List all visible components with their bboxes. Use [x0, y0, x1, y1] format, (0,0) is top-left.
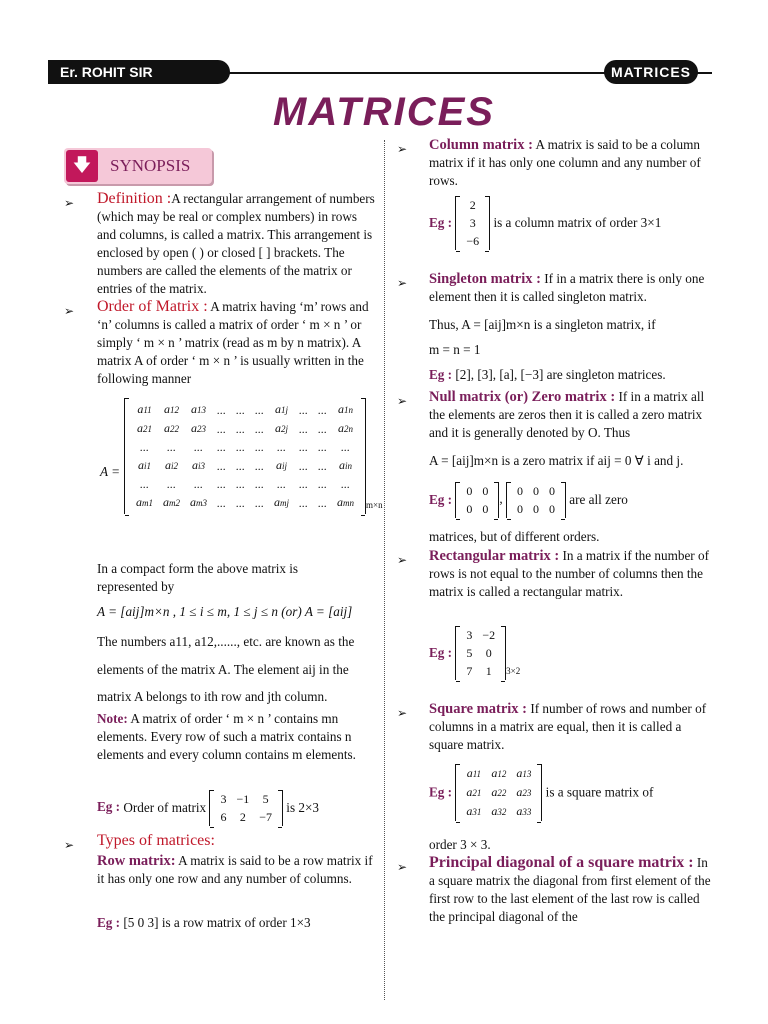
column-heading: Column matrix : — [429, 137, 533, 153]
matrix-cell: −1 — [236, 792, 250, 806]
row-eg-text: [5 0 3] is a row matrix of order 1×3 — [123, 915, 311, 930]
compact-text: In a compact form the above matrix is represented by — [97, 561, 299, 594]
matrix-cell: 2 — [469, 198, 476, 212]
null-formula: A = [aij]m×n is a zero matrix if aij = 0 ∀ i and j. — [429, 453, 684, 468]
rectangular-block — [429, 547, 711, 601]
column-matrix-block — [429, 136, 711, 190]
row-heading: Row matrix: — [97, 853, 176, 869]
page-title: MATRICES — [273, 90, 495, 134]
singleton-mn: m = n = 1 — [429, 342, 481, 357]
matrix-cell: 3 — [469, 216, 476, 230]
null-heading: Null matrix (or) Zero matrix : — [429, 389, 616, 405]
matrix-cell: −2 — [482, 628, 496, 642]
square-eg-heading: Eg : — [429, 784, 453, 800]
rect-order: 3×2 — [506, 666, 521, 676]
eg-text: Order of matrix — [123, 800, 207, 815]
col-matrix — [455, 196, 490, 250]
singleton-example — [429, 366, 666, 384]
matrix-cell: 1 — [485, 664, 492, 678]
singleton-thus: Thus, A = [aij]m×n is a singleton matrix, if — [429, 317, 656, 332]
square-order: order 3 × 3. — [429, 837, 491, 852]
order-text: A matrix having ‘m’ rows and ‘n’ columns is called a matrix of order ‘ m × n ’ or simply ‘ m × n ’ matrix (read as m by n matrix). A matrix A of order ‘ m × n ’ is usually written in the following manner — [97, 299, 369, 386]
down-arrow-icon: 🡇 — [66, 150, 98, 182]
null-example: Eg : 0 0 0 0 , 0 0 0 0 0 0 are all zero — [429, 484, 628, 516]
singleton-block — [429, 270, 711, 306]
rect-eg-heading: Eg : — [429, 645, 453, 660]
matrix-cell: −6 — [466, 234, 480, 248]
square-block — [429, 700, 711, 754]
column-text: A matrix is said to be a column matrix if it has only one column and any number of rows. — [429, 137, 701, 188]
null-eg-heading: Eg : — [429, 492, 453, 507]
single-eg-heading: Eg : — [429, 367, 453, 382]
order-block — [97, 298, 379, 388]
matrix-cell: 5 — [262, 792, 269, 806]
row-eg-heading: Eg : — [97, 915, 121, 930]
matrix-cell: −7 — [259, 810, 272, 824]
null-eg-tail: are all zero — [569, 492, 628, 507]
matrix-cell: 2 — [239, 810, 246, 824]
matrix-a-label: A = — [100, 464, 121, 479]
column-divider — [384, 140, 385, 1000]
matrix-cell: 3 — [466, 628, 473, 642]
row-example — [97, 914, 311, 932]
bullet-arrow-icon: ➢ — [397, 860, 408, 874]
definition-heading: Definition : — [97, 190, 172, 207]
elements-text-2: elements of the matrix A. The element aij in the — [97, 662, 349, 677]
col-eg-text: is a column matrix of order 3×1 — [493, 215, 662, 230]
definition-block — [97, 190, 379, 298]
null-text: If in a matrix all the elements are zeros then it is called a zero matrix and it is generally denoted by O. Thus — [429, 389, 705, 440]
singleton-heading: Singleton matrix : — [429, 271, 541, 287]
square-text: If number of rows and number of columns in a matrix are equal, then it is called a square matrix. — [429, 701, 707, 752]
bullet-arrow-icon: ➢ — [64, 304, 75, 318]
note-block — [97, 710, 379, 764]
elements-text-3: matrix A belongs to ith row and jth column. — [97, 689, 328, 704]
bullet-arrow-icon: ➢ — [397, 553, 408, 567]
note-heading: Note: — [97, 711, 128, 726]
matrix-cell: 7 — [466, 664, 473, 678]
square-heading: Square matrix : — [429, 701, 528, 717]
matrix-cell: 3 — [220, 792, 227, 806]
bullet-arrow-icon: ➢ — [397, 706, 408, 720]
compact-formula: A = [aij]m×n , 1 ≤ i ≤ m, 1 ≤ j ≤ n (or) A = [aij] — [97, 604, 353, 619]
null-block — [429, 388, 711, 442]
eg-matrix — [209, 790, 283, 826]
matrix-cell: 6 — [220, 810, 227, 824]
bullet-arrow-icon: ➢ — [397, 276, 408, 290]
pd-text: In a square matrix the diagonal from first element of the first row to the last element of the last row is called the principal diagonal of the — [429, 855, 711, 924]
general-matrix: a11 a12 a13 ... ... ... a1j ... ... a1n a21 a22 a23 ... ... ... a2j ... ... a2n ... ... ... ... ... ... ... ... ... ... ai1 ai2 ai3 ... ... ... aij ... ... ain ... ... ... ... ... ... ... ... ... ... am1 am2 am3 ... ... ... amj ... ... amn m×n — [124, 398, 383, 514]
bullet-arrow-icon: ➢ — [64, 196, 75, 210]
col-eg-heading: Eg : — [429, 215, 453, 230]
elements-text-1: The numbers a11, a12,......, etc. are known as the — [97, 634, 355, 649]
bullet-arrow-icon: ➢ — [397, 142, 408, 156]
row-text: A matrix is said to be a row matrix if it has only one row and any number of columns. — [97, 853, 373, 886]
pd-heading: Principal diagonal of a square matrix : — [429, 854, 694, 871]
eg-tail: is 2×3 — [286, 800, 320, 815]
square-matrix: a11 a12 a13 a21 a22 a23 a31 a32 a33 — [455, 764, 542, 821]
singleton-text: If in a matrix there is only one element then it is called singleton matrix. — [429, 271, 705, 304]
order-example — [97, 790, 319, 826]
matrix-cell: 0 — [485, 646, 492, 660]
synopsis-label: SYNOPSIS — [110, 156, 191, 175]
order-heading: Order of Matrix : — [97, 298, 208, 315]
matrix-cell: 5 — [466, 646, 473, 660]
definition-text: A rectangular arrangement of numbers (which may be real or complex numbers) in rows and columns, is called a matrix. This arrangement is enclosed by open ( ) or closed [ ] brackets. The numbers are called the elements of the matrix or entries of the matrix. — [97, 191, 375, 296]
zero-matrix-2x2: 0 0 0 0 — [455, 482, 499, 518]
bullet-arrow-icon: ➢ — [397, 394, 408, 408]
eg-heading: Eg : — [97, 799, 121, 815]
topic-badge: MATRICES — [604, 60, 698, 84]
rect-heading: Rectangular matrix : — [429, 548, 560, 564]
square-eg-tail: is a square matrix of — [545, 784, 654, 800]
rect-example — [429, 626, 520, 680]
principal-diagonal-block — [429, 854, 711, 926]
bullet-arrow-icon: ➢ — [64, 838, 75, 852]
column-example — [429, 196, 661, 250]
types-heading: Types of matrices: — [97, 832, 215, 849]
null-eg-text: matrices, but of different orders. — [429, 529, 600, 544]
zero-matrix-2x3: 0 0 0 0 0 0 — [506, 482, 566, 518]
author-badge: Er. ROHIT SIR — [48, 60, 230, 84]
single-eg-text: [2], [3], [a], [−3] are singleton matrices. — [455, 367, 666, 382]
note-text: A matrix of order ‘ m × n ’ contains mn elements. Every row of such a matrix contains n elements and every column contains m elements. — [97, 711, 356, 762]
square-example — [429, 764, 653, 821]
rect-text: In a matrix if the number of rows is not equal to the number of columns then the matrix is called a rectangular matrix. — [429, 548, 709, 599]
row-matrix-block — [97, 852, 379, 888]
rect-matrix — [455, 626, 506, 680]
